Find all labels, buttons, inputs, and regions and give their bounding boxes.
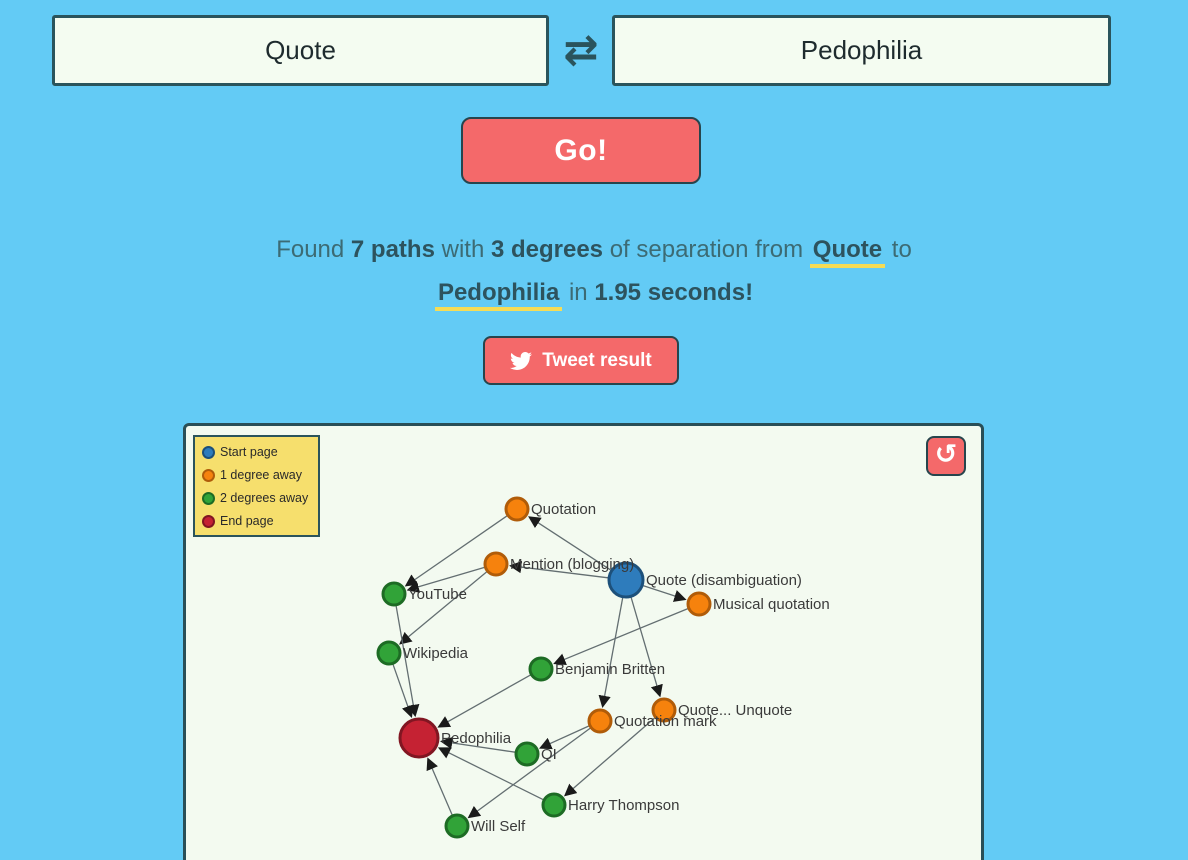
- swap-arrows-icon: ⇄: [563, 25, 599, 74]
- graph-node-qmark[interactable]: [589, 710, 611, 732]
- one-degree-dot-icon: [202, 469, 215, 482]
- graph-node-pedophilia[interactable]: [400, 719, 438, 757]
- legend-item-1-degree: 1 degree away: [202, 468, 312, 482]
- graph-node-label-youtube: YouTube: [408, 586, 467, 603]
- two-degrees-dot-icon: [202, 492, 215, 505]
- go-button[interactable]: Go!: [461, 117, 701, 184]
- twitter-bird-icon: [510, 350, 532, 372]
- legend-item-2-degrees: 2 degrees away: [202, 491, 312, 505]
- legend: [193, 435, 320, 537]
- graph-edge: [603, 598, 623, 707]
- result-text-segment: in: [562, 279, 595, 306]
- result-text-segment: to: [885, 236, 912, 263]
- from-page-input[interactable]: [52, 15, 549, 86]
- result-text-segment: of separation from: [603, 236, 810, 263]
- result-text-segment: Found: [276, 236, 351, 263]
- reset-graph-button[interactable]: [926, 436, 966, 476]
- legend-item-start: Start page: [202, 445, 312, 459]
- graph-node-willself[interactable]: [446, 815, 468, 837]
- result-text-segment: 3 degrees: [490, 236, 604, 263]
- result-page-link[interactable]: Quote: [810, 236, 885, 268]
- graph-panel: [183, 423, 984, 860]
- graph-edge: [555, 609, 688, 664]
- graph-node-label-quotation: Quotation: [531, 501, 597, 518]
- graph-edge: [541, 726, 589, 748]
- graph-node-harry[interactable]: [543, 794, 565, 816]
- result-summary: [94, 228, 1094, 314]
- graph-node-label-britten: Benjamin Britten: [555, 661, 666, 678]
- reset-counterclockwise-icon: ↺: [934, 439, 958, 470]
- result-page-link[interactable]: Pedophilia: [435, 279, 562, 311]
- graph-node-britten[interactable]: [530, 658, 552, 680]
- graph-edge: [631, 597, 660, 695]
- graph-edge: [428, 759, 452, 815]
- legend-item-end: End page: [202, 514, 312, 528]
- graph-node-label-willself: Will Self: [471, 818, 526, 835]
- result-text-segment: with: [434, 236, 491, 263]
- graph-node-label-qi: QI: [541, 746, 557, 763]
- graph-node-label-harry: Harry Thompson: [568, 797, 680, 814]
- graph-node-label-quote: Quote (disambiguation): [646, 572, 802, 589]
- tweet-button-label: Tweet result: [542, 349, 652, 371]
- end-page-dot-icon: [202, 515, 215, 528]
- graph-edge: [401, 572, 487, 644]
- graph-node-label-musical: Musical quotation: [713, 596, 830, 613]
- swap-button[interactable]: [553, 18, 609, 82]
- result-text-segment: 1.95 seconds!: [594, 279, 754, 306]
- tweet-result-button[interactable]: [483, 336, 679, 385]
- graph-node-label-mention: Mention (blogging): [510, 556, 635, 573]
- graph-node-label-qmark: Quotation mark: [614, 713, 717, 730]
- graph-node-musical[interactable]: [688, 593, 710, 615]
- graph-node-qi[interactable]: [516, 743, 538, 765]
- start-page-dot-icon: [202, 446, 215, 459]
- to-page-input[interactable]: [612, 15, 1111, 86]
- graph-node-wikipedia[interactable]: [378, 642, 400, 664]
- graph-edge: [393, 664, 411, 716]
- graph-node-youtube[interactable]: [383, 583, 405, 605]
- graph-node-quotation[interactable]: [506, 498, 528, 520]
- graph-node-mention[interactable]: [485, 553, 507, 575]
- result-text-segment: 7 paths: [350, 236, 435, 263]
- graph-node-label-unquote: Quote... Unquote: [678, 702, 793, 719]
- graph-node-label-pedophilia: Pedophilia: [441, 730, 512, 747]
- graph-edge: [439, 675, 531, 727]
- graph-node-label-wikipedia: Wikipedia: [403, 645, 469, 662]
